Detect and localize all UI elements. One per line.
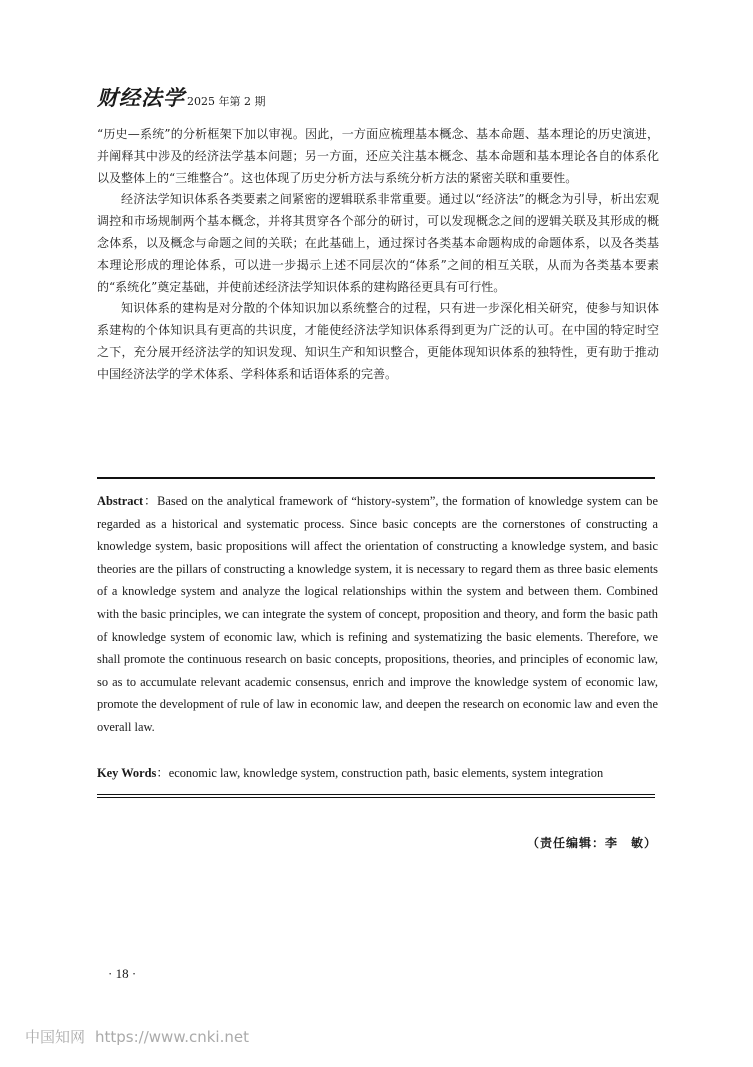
keywords-separator: ： [156,766,169,780]
keywords-text: economic law, knowledge system, construction path, basic elements, system integration [168,766,604,780]
abstract-paragraph [97,490,658,739]
journal-logo: 财经法学 [97,85,185,110]
watermark-site-name: 中国知网 [25,1028,86,1046]
issue-label: 2025 年第 2 期 [187,95,266,108]
abstract-top-rule [97,477,655,479]
abstract-bottom-rule [97,797,655,798]
watermark-url: https://www.cnki.net [95,1028,249,1046]
abstract-block [97,490,658,739]
body-text [97,124,659,386]
page-number: · 18 · [108,966,137,981]
editor-note: （责任编辑：李 敏） [526,836,657,850]
keywords-line [97,764,658,782]
abstract-separator: ： [143,494,158,508]
body-paragraph: “历史—系统”的分析框架下加以审视。因此，一方面应梳理基本概念、基本命题、基本理论的历史演进，并阐释其中涉及的经济法学基本问题；另一方面，还应关注基本概念、基本命题和基本理论各自的体系化以及整体上的“三维整合”。这也体现了历史分析方法与系统分析方法的紧密关联和重要性。 [97,127,659,185]
site-watermark [25,1026,249,1047]
abstract-bottom-rule [97,794,655,795]
body-paragraph: 知识体系的建构是对分散的个体知识加以系统整合的过程，只有进一步深化相关研究，使参与知识体系建构的个体知识具有更高的共识度，才能使经济法学知识体系得到更为广泛的认可。在中国的特定时空之下，充分展开经济法学的知识发现、知识生产和知识整合，更能体现知识体系的独特性，更有助于推动中国经济法学的学术体系、学科体系和话语体系的完善。 [97,301,659,381]
abstract-label: Abstract [97,494,144,508]
keywords-label: Key Words [97,766,157,780]
abstract-text: Based on the analytical framework of “history-system”, the formation of knowledge system can be regarded as a historical and systematic process. Since basic concepts are the cornerstones of constructing a knowledge system, basic propositions will affect the orientation of constructing a knowledge system, and basic theories are the pillars of constructing a knowledge system, it is necessary to regard them as three basic elements of a knowledge system and analyze the logical relationships within the system and between them. Combined with the basic principles, we can integrate the system of concept, proposition and theory, and form the basic path of knowledge system of economic law, which is refining and systematizing the basic elements. Therefore, we shall promote the continuous research on basic concepts, propositions, theories, and principles of economic law, so as to accumulate relevant academic consensus, enrich and improve the knowledge system of economic law, promote the development of rule of law in economic law, and deepen the research on economic law and even the overall law. [97,494,659,734]
body-paragraph: 经济法学知识体系各类要素之间紧密的逻辑联系非常重要。通过以“经济法”的概念为引导，析出宏观调控和市场规制两个基本概念，并将其贯穿各个部分的研讨，可以发现概念之间的逻辑关联及其形成的概念体系，以及概念与命题之间的关联；在此基础上，通过探讨各类基本命题构成的命题体系，以及各类基本理论形成的理论体系，可以进一步揭示上述不同层次的“体系”之间的相互关联，从而为各类基本要素的“系统化”奠定基础，并使前述经济法学知识体系的建构路径更具有可行性。 [97,192,659,294]
running-header [97,84,265,110]
